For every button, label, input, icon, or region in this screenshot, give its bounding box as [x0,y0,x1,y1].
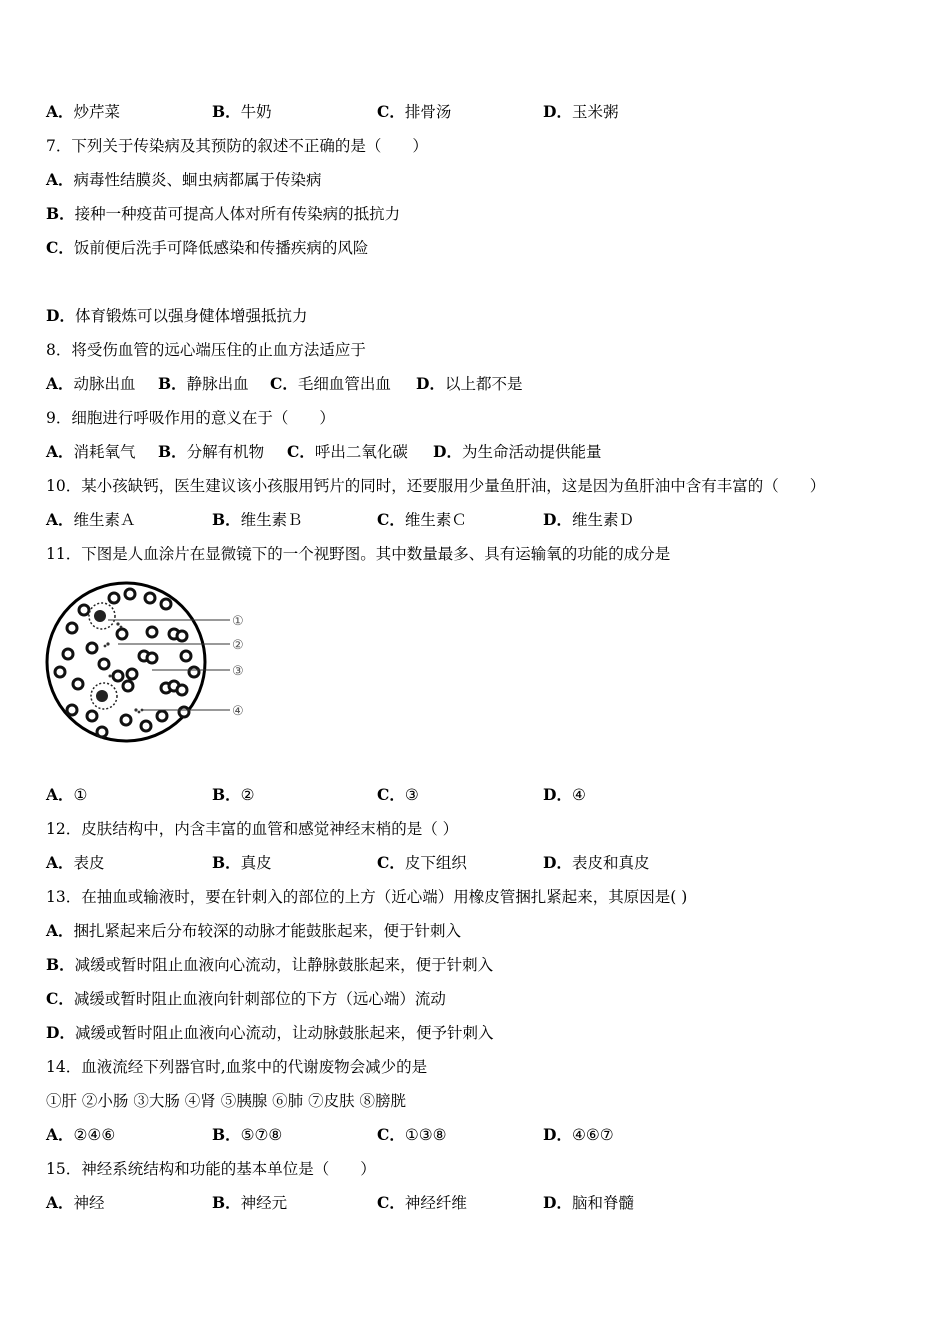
q9-option-b: B．分解有机物 [158,442,265,461]
q10-option-c: C．维生素Ｃ [377,510,467,529]
white-blood-cells [89,603,117,709]
q6-option-b: B．牛奶 [212,102,272,121]
q12-option-b: B．真皮 [212,853,272,872]
figure-label-2: ② [232,638,244,653]
q11-option-b: B．② [212,785,255,804]
q7-option-b: B．接种一种疫苗可提高人体对所有传染病的抵抗力 [46,204,401,223]
q9-option-a: A．消耗氧气 [46,442,136,461]
red-blood-cells [55,589,199,737]
q7-option-c: C．饭前便后洗手可降低感染和传播疾病的风险 [46,238,369,257]
q12-stem: 12．皮肤结构中，内含丰富的血管和感觉神经末梢的是（ ） [46,820,459,838]
q6-option-c: C．排骨汤 [377,102,452,121]
q8-option-a: A．动脉出血 [46,374,136,393]
figure-label-3: ③ [232,664,244,679]
q13-option-b: B．减缓或暂时阻止血液向心流动，让静脉鼓胀起来，便于针刺入 [46,955,494,974]
q13-option-c: C．减缓或暂时阻止血液向针刺部位的下方（远心端）流动 [46,989,446,1008]
q15-option-d: D．脑和脊髓 [543,1193,634,1212]
blood-smear-drawing [44,576,259,751]
q7-option-a: A．病毒性结膜炎、蛔虫病都属于传染病 [46,170,322,189]
q6-option-d: D．玉米粥 [543,102,619,121]
q8-option-d: D．以上都不是 [416,374,523,393]
q13-stem: 13．在抽血或输液时，要在针刺入的部位的上方（近心端）用橡皮管捆扎紧起来，其原因是( ) [46,888,688,906]
q14-option-b: B．⑤⑦⑧ [212,1125,283,1144]
q14-option-c: C．①③⑧ [377,1125,447,1144]
q9-stem: 9．细胞进行呼吸作用的意义在于（ ） [46,409,335,427]
q11-stem: 11．下图是人血涂片在显微镜下的一个视野图。其中数量最多、具有运输氧的功能的成分是 [46,545,671,563]
q14-option-a: A．②④⑥ [46,1125,116,1144]
q13-option-a: A．捆扎紧起来后分布较深的动脉才能鼓胀起来，便于针刺入 [46,921,462,940]
q10-option-b: B．维生素Ｂ [212,510,303,529]
blood-smear-figure [44,576,259,751]
q9-option-c: C．呼出二氧化碳 [287,442,408,461]
q13-option-d: D．减缓或暂时阻止血液向心流动，让动脉鼓胀起来，便予针刺入 [46,1023,494,1042]
q15-option-a: A．神经 [46,1193,105,1212]
q7-stem: 7．下列关于传染病及其预防的叙述不正确的是（ ） [46,137,428,155]
q12-option-d: D．表皮和真皮 [543,853,650,872]
q12-option-c: C．皮下组织 [377,853,467,872]
q10-option-a: A．维生素Ａ [46,510,136,529]
q8-option-b: B．静脉出血 [158,374,249,393]
q9-option-d: D．为生命活动提供能量 [433,442,602,461]
q15-stem: 15．神经系统结构和功能的基本单位是（ ） [46,1160,376,1178]
q11-option-a: A．① [46,785,88,804]
q15-option-b: B．神经元 [212,1193,288,1212]
q15-option-c: C．神经纤维 [377,1193,467,1212]
q12-option-a: A．表皮 [46,853,105,872]
figure-label-1: ① [232,614,244,629]
q10-option-d: D．维生素Ｄ [543,510,634,529]
figure-labels [232,614,244,719]
q7-option-d: D．体育锻炼可以强身健体增强抵抗力 [46,306,308,325]
q8-stem: 8．将受伤血管的远心端压住的止血方法适应于 [46,341,366,359]
q14-organ-list: ①肝 ②小肠 ③大肠 ④肾 ⑤胰腺 ⑥肺 ⑦皮肤 ⑧膀胱 [46,1092,406,1110]
q14-stem: 14．血液流经下列器官时,血浆中的代谢废物会减少的是 [46,1058,428,1076]
q6-option-a: A．炒芹菜 [46,102,121,121]
q14-option-d: D．④⑥⑦ [543,1125,614,1144]
q11-option-c: C．③ [377,785,419,804]
q8-option-c: C．毛细血管出血 [270,374,391,393]
q10-stem: 10．某小孩缺钙，医生建议该小孩服用钙片的同时，还要服用少量鱼肝油，这是因为鱼肝油中含有丰富的（ ） [46,477,826,495]
q11-option-d: D．④ [543,785,586,804]
figure-label-4: ④ [232,704,244,719]
